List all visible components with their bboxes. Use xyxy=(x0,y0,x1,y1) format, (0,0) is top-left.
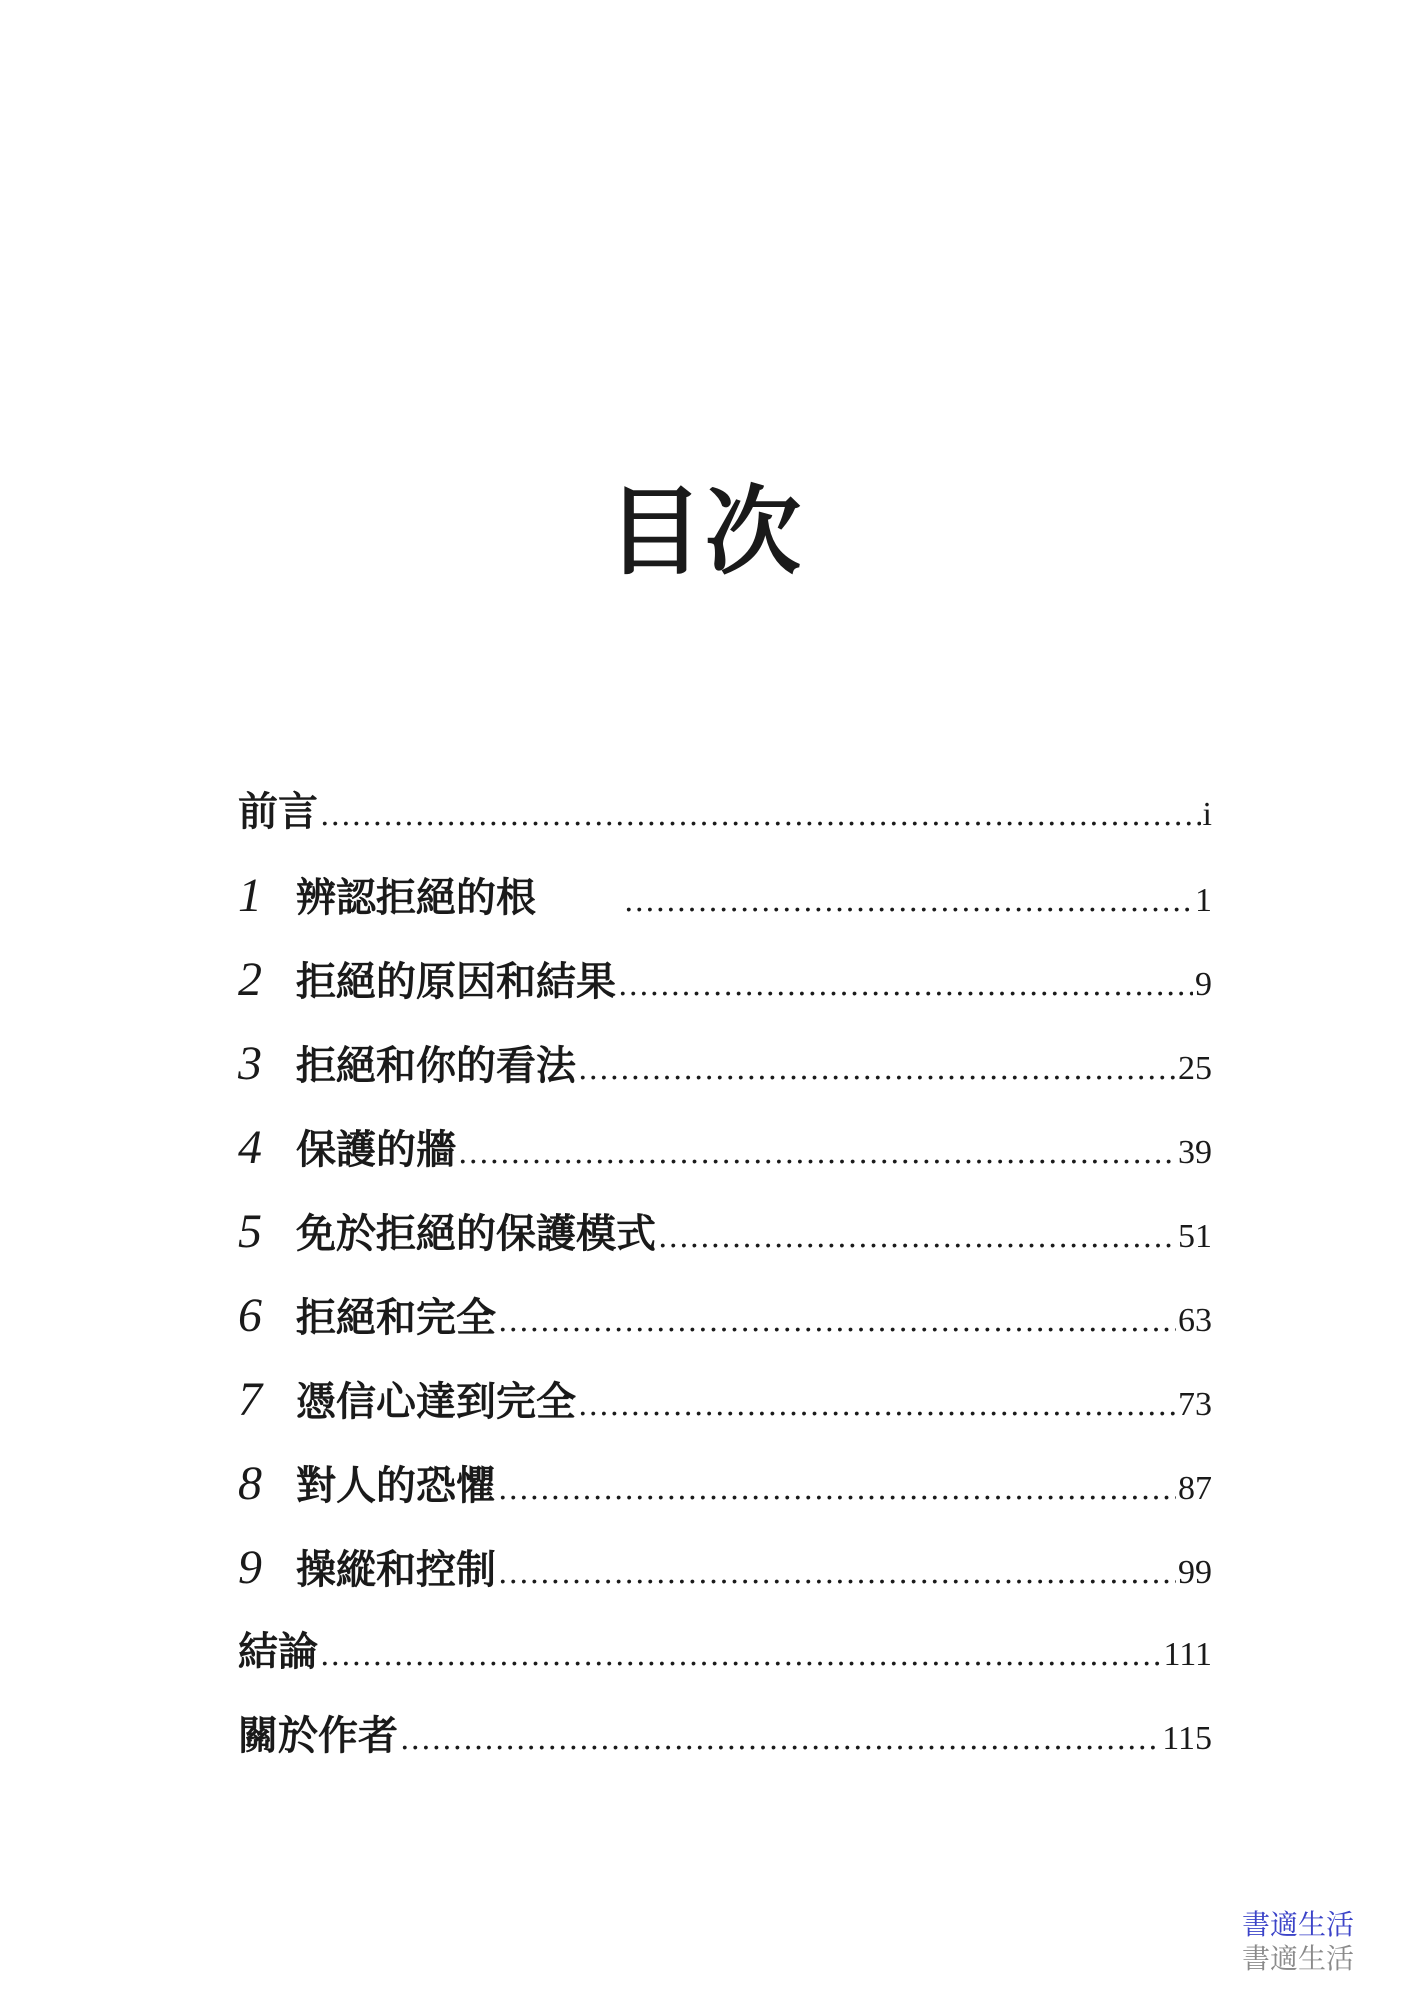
toc-leader-dots xyxy=(498,1448,1176,1532)
toc-entry-preface[interactable] xyxy=(238,770,1212,854)
toc-entry-page: 25 xyxy=(1178,1050,1212,1087)
toc-entry-page: 87 xyxy=(1178,1470,1212,1507)
toc-leader-dots xyxy=(320,774,1201,858)
toc-entry-title: 拒絕和你的看法 xyxy=(296,1042,576,1089)
toc-leader-dots xyxy=(578,1028,1176,1112)
toc-entry-chapter-1[interactable] xyxy=(238,854,1212,938)
toc-leader-dots xyxy=(624,860,1193,944)
toc-leader-dots xyxy=(618,944,1193,1028)
toc-entry-page: 51 xyxy=(1178,1218,1212,1255)
toc-entry-title: 憑信心達到完全 xyxy=(296,1378,576,1425)
toc-entry-page: 111 xyxy=(1163,1636,1212,1673)
toc-entry-page: 9 xyxy=(1195,966,1212,1003)
toc-chapter-number: 1 xyxy=(238,869,262,922)
watermark-line-2: 書適生活 xyxy=(1241,1942,1354,1975)
page-title: 目次 xyxy=(607,476,803,589)
toc-chapter-number: 7 xyxy=(238,1373,262,1426)
toc-entry-page: 73 xyxy=(1178,1386,1212,1423)
toc-entry-title: 保護的牆 xyxy=(296,1126,456,1173)
toc-chapter-number: 3 xyxy=(238,1037,262,1090)
toc-entry-page: 115 xyxy=(1162,1720,1212,1757)
toc-entry-chapter-3[interactable] xyxy=(238,1022,1212,1106)
toc-entry-chapter-6[interactable] xyxy=(238,1274,1212,1358)
toc-entry-chapter-2[interactable] xyxy=(238,938,1212,1022)
toc-leader-dots xyxy=(320,1614,1162,1698)
toc-chapter-number: 6 xyxy=(238,1289,262,1342)
toc-entry-page: 1 xyxy=(1195,882,1212,919)
toc-entry-chapter-5[interactable] xyxy=(238,1190,1212,1274)
toc-entry-title: 拒絕和完全 xyxy=(296,1294,496,1341)
toc-leader-dots xyxy=(578,1364,1176,1448)
publisher-watermark xyxy=(1242,1908,1354,1976)
toc-entry-page: i xyxy=(1202,796,1212,833)
toc-entry-title: 辨認拒絕的根 xyxy=(296,874,536,921)
toc-leader-dots xyxy=(658,1196,1176,1280)
watermark-line-1: 書適生活 xyxy=(1241,1908,1354,1941)
toc-leader-dots xyxy=(498,1280,1176,1364)
toc-entry-page: 39 xyxy=(1178,1134,1212,1171)
toc-entry-page: 63 xyxy=(1178,1302,1212,1339)
toc-chapter-number: 9 xyxy=(238,1541,262,1594)
toc-chapter-number: 8 xyxy=(238,1457,262,1510)
toc-chapter-number: 4 xyxy=(238,1121,262,1174)
toc-entry-about-author[interactable] xyxy=(238,1694,1212,1778)
toc-entry-chapter-9[interactable] xyxy=(238,1526,1212,1610)
toc-entry-chapter-8[interactable] xyxy=(238,1442,1212,1526)
toc-entry-title: 前言 xyxy=(238,788,318,835)
toc-entry-chapter-7[interactable] xyxy=(238,1358,1212,1442)
toc-entry-title: 對人的恐懼 xyxy=(296,1462,496,1509)
toc-leader-dots xyxy=(498,1532,1176,1616)
toc-entry-page: 99 xyxy=(1178,1554,1212,1591)
toc-entry-conclusion[interactable] xyxy=(238,1610,1212,1694)
table-of-contents xyxy=(238,770,1212,1778)
toc-leader-dots xyxy=(400,1698,1160,1782)
toc-entry-chapter-4[interactable] xyxy=(238,1106,1212,1190)
toc-chapter-number: 2 xyxy=(238,953,262,1006)
toc-entry-title: 免於拒絕的保護模式 xyxy=(296,1210,656,1257)
toc-entry-title: 關於作者 xyxy=(238,1712,398,1759)
toc-chapter-number: 5 xyxy=(238,1205,262,1258)
toc-leader-dots xyxy=(458,1112,1176,1196)
toc-entry-title: 拒絕的原因和結果 xyxy=(296,958,616,1005)
toc-entry-title: 操縱和控制 xyxy=(296,1546,496,1593)
toc-entry-title: 結論 xyxy=(238,1628,318,1675)
